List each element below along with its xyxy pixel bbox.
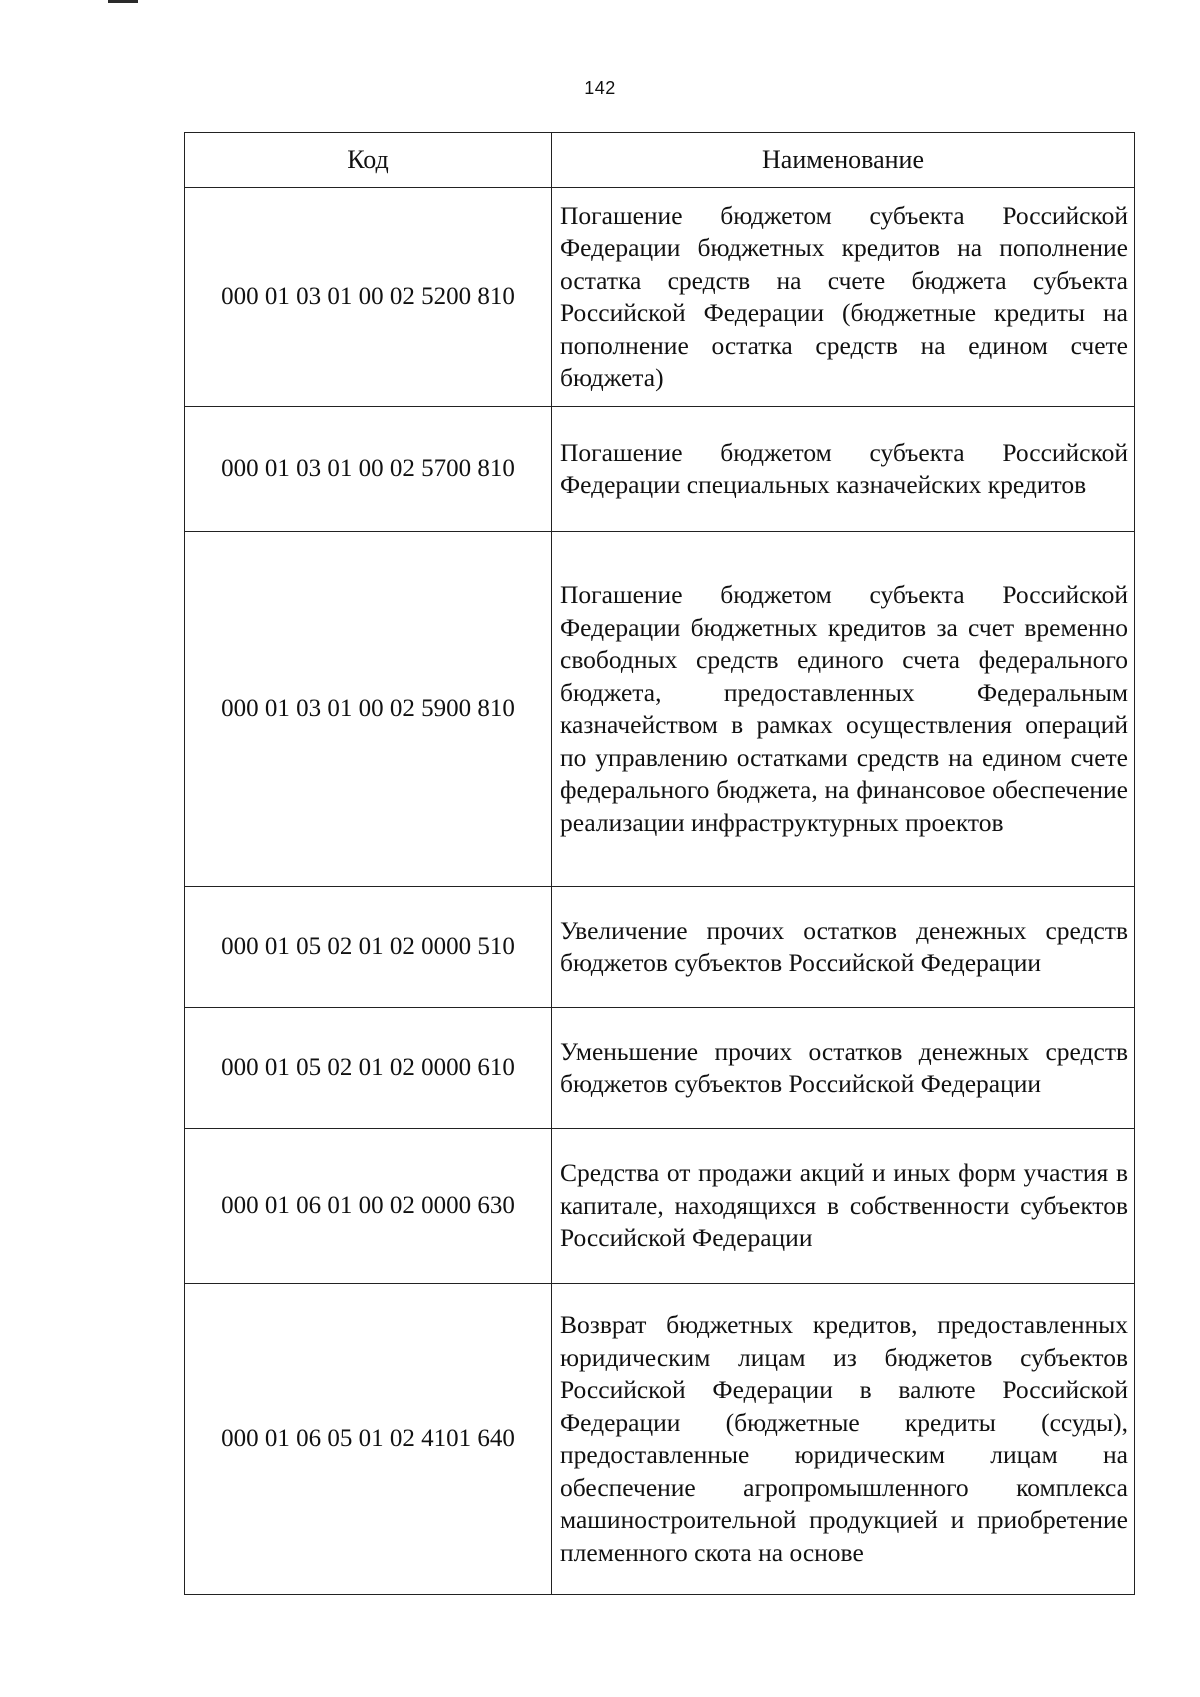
scan-artifact-mark bbox=[108, 0, 138, 3]
table-row bbox=[185, 532, 1135, 887]
name-cell: Погашение бюджетом субъекта Российской Федерации бюджетных кредитов за счет временно свободных средств единого счета федерального бюджета, предоставленных Федеральным казначейством в рамках осуществления операций по управлению остатками средств на едином счете федерального бюджета, на финансовое обеспечение реализации инфраструктурных проектов bbox=[552, 532, 1135, 887]
table-row bbox=[185, 1008, 1135, 1129]
code-cell: 000 01 06 05 01 02 4101 640 bbox=[185, 1284, 552, 1595]
name-cell: Возврат бюджетных кредитов, предоставленных юридическим лицам из бюджетов субъектов Российской Федерации в валюте Российской Федерации (бюджетные кредиты (ссуды), предоставленные юридическим лицам на обеспечение агропромышленного комплекса машиностроительной продукцией и приобретение племенного скота на основе bbox=[552, 1284, 1135, 1595]
header-code: Код bbox=[185, 133, 552, 188]
name-cell: Уменьшение прочих остатков денежных средств бюджетов субъектов Российской Федерации bbox=[552, 1008, 1135, 1129]
table-row bbox=[185, 1284, 1135, 1595]
table-row bbox=[185, 887, 1135, 1008]
table-row bbox=[185, 407, 1135, 532]
code-cell: 000 01 03 01 00 02 5900 810 bbox=[185, 532, 552, 887]
table-row bbox=[185, 1129, 1135, 1284]
name-cell: Увеличение прочих остатков денежных средств бюджетов субъектов Российской Федерации bbox=[552, 887, 1135, 1008]
name-cell: Средства от продажи акций и иных форм участия в капитале, находящихся в собственности субъектов Российской Федерации bbox=[552, 1129, 1135, 1284]
table-row bbox=[185, 188, 1135, 407]
budget-classification-table bbox=[184, 132, 1135, 1595]
name-cell: Погашение бюджетом субъекта Российской Федерации специальных казначейских кредитов bbox=[552, 407, 1135, 532]
header-name: Наименование bbox=[552, 133, 1135, 188]
table-header-row bbox=[185, 133, 1135, 188]
code-cell: 000 01 06 01 00 02 0000 630 bbox=[185, 1129, 552, 1284]
code-cell: 000 01 03 01 00 02 5700 810 bbox=[185, 407, 552, 532]
page-number: 142 bbox=[584, 78, 616, 98]
code-cell: 000 01 03 01 00 02 5200 810 bbox=[185, 188, 552, 407]
code-cell: 000 01 05 02 01 02 0000 510 bbox=[185, 887, 552, 1008]
code-cell: 000 01 05 02 01 02 0000 610 bbox=[185, 1008, 552, 1129]
name-cell: Погашение бюджетом субъекта Российской Федерации бюджетных кредитов на пополнение остатка средств на счете бюджета субъекта Российской Федерации (бюджетные кредиты на пополнение остатка средств на едином счете бюджета) bbox=[552, 188, 1135, 407]
